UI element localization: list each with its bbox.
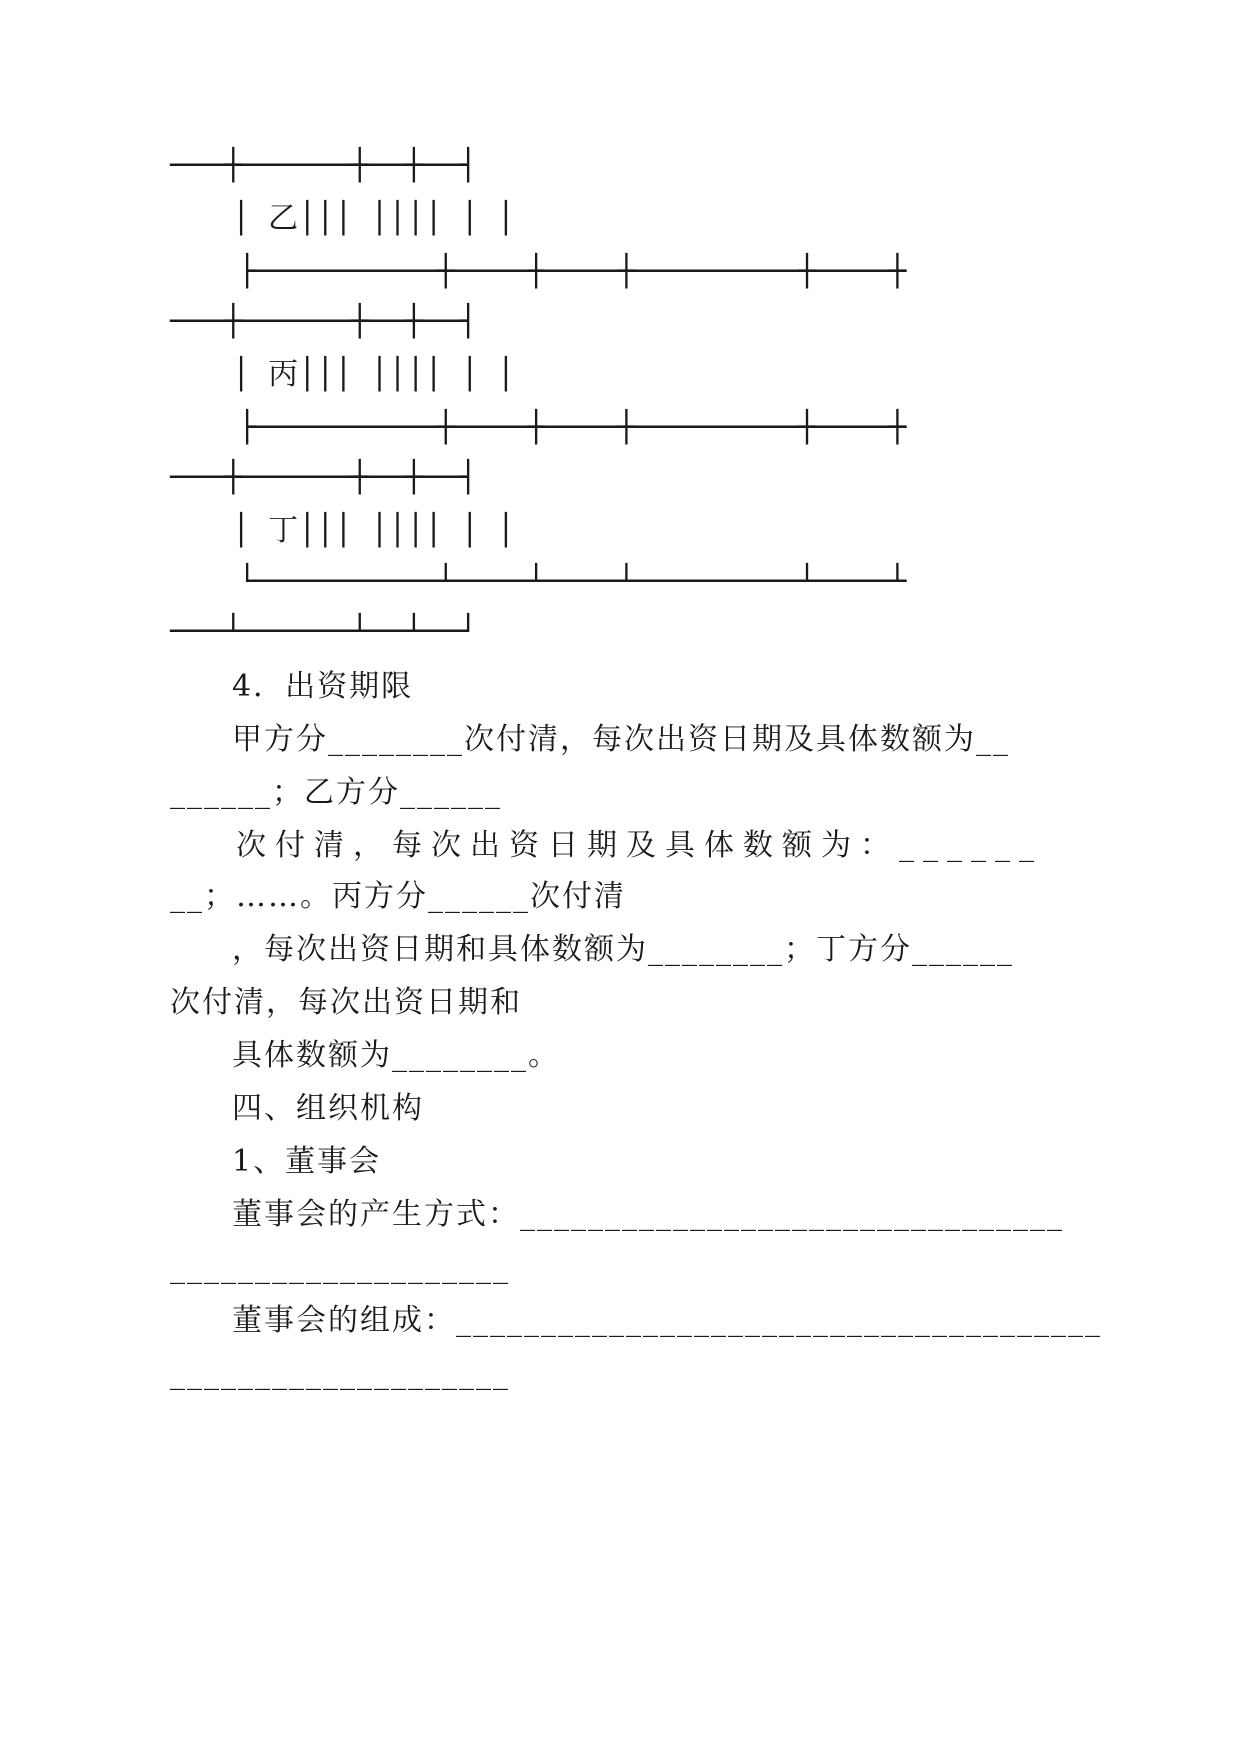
paragraph-line: 甲方分________次付清，每次出资日期及具体数额为__ [232, 722, 1010, 757]
table-row-yi: │ 乙│││ ││││ │ │ [232, 201, 515, 236]
table-row-ding: │ 丁│││ ││││ │ │ [232, 513, 515, 548]
paragraph-line: 次付清，每次出资日期及具体数额为：______ [236, 828, 1043, 863]
table-border-row: ├──────────┼────┼────┼─────────┼────┼ [238, 410, 907, 445]
paragraph-line: 董事会的产生方式：________________________________ [232, 1197, 1064, 1232]
table-border-row: ├──────────┼────┼────┼─────────┼────┼ [238, 254, 907, 289]
paragraph-line: __；……。丙方分______次付清 [170, 879, 626, 914]
paragraph-line: ____________________ [170, 1250, 510, 1285]
table-row-bing: │ 丙│││ ││││ │ │ [232, 357, 515, 392]
paragraph-line: ______；乙方分______ [170, 775, 502, 810]
table-border-row: ───┴──────┴──┴──┘ [170, 614, 478, 649]
subsection-heading-board: 1、董事会 [232, 1144, 382, 1179]
paragraph-line: ，每次出资日期和具体数额为________；丁方分______ [232, 932, 1014, 967]
table-border-row: ───┼──────┼──┼──┤ [170, 148, 478, 183]
paragraph-line: 次付清，每次出资日期和 [170, 985, 522, 1020]
table-border-row: ───┼──────┼──┼──┤ [170, 304, 478, 339]
section-heading-organization: 四、组织机构 [232, 1091, 424, 1126]
paragraph-line: 具体数额为________。 [232, 1038, 560, 1073]
table-border-row: └──────────┴────┴────┴─────────┴────┴ [238, 564, 907, 599]
paragraph-line: ____________________ [170, 1356, 510, 1391]
paragraph-line: 董事会的组成：______________________________________ [232, 1303, 1102, 1338]
table-border-row: ───┼──────┼──┼──┤ [170, 460, 478, 495]
section-heading-contribution-term: 4．出资期限 [232, 669, 414, 704]
